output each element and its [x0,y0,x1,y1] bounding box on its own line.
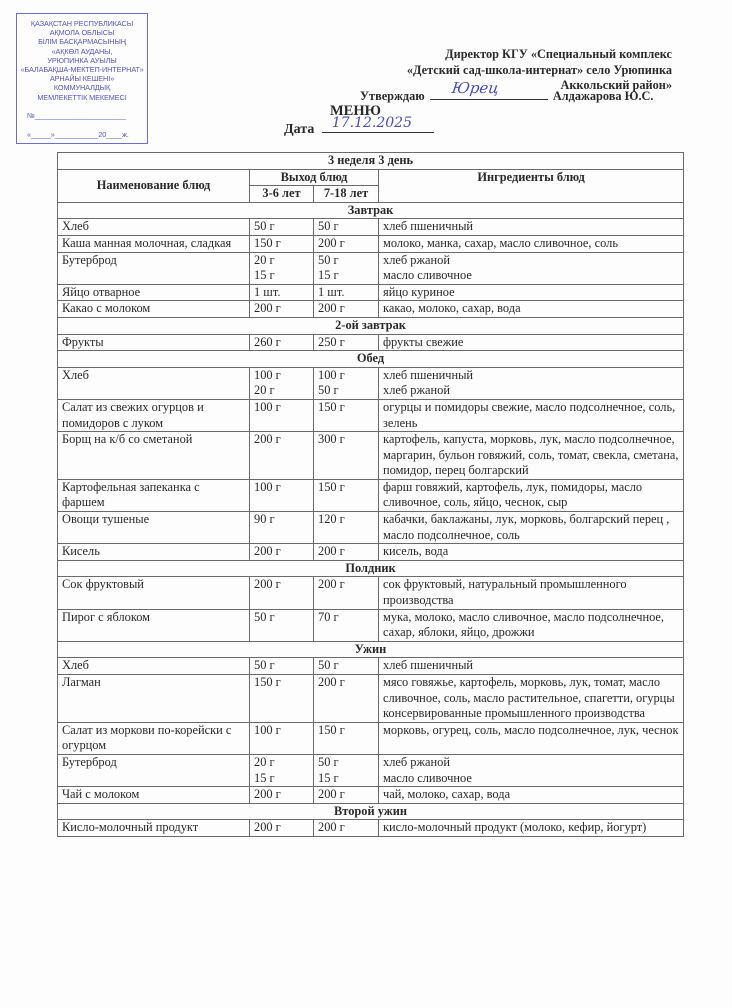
dish-name: Хлеб [58,219,250,236]
stamp-line: АҚМОЛА ОБЛЫСЫ [49,28,115,38]
table-row [58,334,684,351]
table-row [58,722,684,754]
yield-3-6 [250,432,314,480]
ingredients-line: кисло-молочный продукт (молоко, кефир, йогурт) [383,820,647,835]
table-row [58,367,684,399]
yield-7-18-line: 100 г [318,367,345,382]
yield-7-18 [314,235,379,252]
yield-7-18-line: 200 г [318,301,345,316]
yield-7-18-line: 200 г [318,544,345,559]
yield-3-6 [250,301,314,318]
yield-7-18-line: 50 г [318,219,339,234]
dish-name: Какао с молоком [58,301,250,318]
yield-3-6 [250,820,314,837]
yield-7-18 [314,301,379,318]
dish-name: Хлеб [58,367,250,399]
section-row [58,803,684,820]
yield-3-6-line: 100 г [254,399,281,414]
ingredients [379,544,684,561]
yield-7-18 [314,399,379,431]
yield-3-6 [250,577,314,609]
yield-3-6-line: 200 г [254,820,281,835]
ingredients [379,367,684,399]
header-dish: Наименование блюд [58,169,250,202]
yield-7-18 [314,609,379,641]
yield-7-18 [314,787,379,804]
ingredients-line: фрукты свежие [383,334,464,349]
approval-line-1: Директор КГУ «Специальный комплекс [445,47,672,61]
section-title: Ужин [58,641,684,658]
ingredients [379,722,684,754]
yield-3-6-line: 150 г [254,235,281,250]
ingredients [379,577,684,609]
ingredients [379,820,684,837]
yield-3-6 [250,675,314,723]
ingredients [379,301,684,318]
ingredients [379,235,684,252]
yield-3-6-line: 200 г [254,432,281,447]
dish-name: Салат из моркови по-корейски с огурцом [58,722,250,754]
ingredients [379,675,684,723]
table-row [58,479,684,511]
date-field [322,115,434,133]
stamp-number-line: №_______________________ [27,110,126,120]
signer-name: Алдажарова Ю.С. [552,89,654,103]
yield-3-6-line: 260 г [254,334,281,349]
ingredients [379,334,684,351]
stamp-line: УРЮПИНКА АУЫЛЫ [47,55,117,65]
yield-7-18 [314,219,379,236]
yield-7-18-line: 1 шт. [318,284,345,299]
yield-7-18-line: 250 г [318,334,345,349]
yield-7-18-line: 200 г [318,787,345,802]
ingredients-line: кисель, вода [383,544,449,559]
yield-3-6 [250,284,314,301]
yield-7-18-line: 200 г [318,235,345,250]
stamp-line: «БАЛАБАҚША-МЕКТЕП-ИНТЕРНАТ» [20,65,144,75]
yield-3-6 [250,479,314,511]
yield-3-6-line: 50 г [254,658,275,673]
dish-name: Овощи тушеные [58,512,250,544]
handwritten-signature: Юрец [450,79,500,97]
table-row [58,284,684,301]
yield-7-18-line: 50 г [318,754,339,769]
yield-3-6 [250,754,314,786]
yield-7-18 [314,658,379,675]
yield-3-6 [250,252,314,284]
yield-3-6-line: 200 г [254,301,281,316]
yield-3-6-line: 50 г [254,609,275,624]
section-title: Полдник [58,560,684,577]
yield-7-18 [314,577,379,609]
ingredients [379,399,684,431]
stamp-line: «АҚКӨЛ АУДАНЫ, [51,46,113,56]
yield-7-18-line: 120 г [318,512,345,527]
ingredients-line: хлеб ржаной [383,754,450,769]
yield-3-6 [250,544,314,561]
ingredients [379,609,684,641]
dish-name: Лагман [58,675,250,723]
stamp-line: МЕМЛЕКЕТТІК МЕКЕМЕСІ [37,92,127,102]
ingredients-line: фарш говяжий, картофель, лук, помидоры, масло сливочное, соль, яйцо, чеснок, сыр [383,479,643,510]
approve-label: Утверждаю [360,89,425,103]
yield-3-6 [250,609,314,641]
table-row [58,609,684,641]
ingredients [379,432,684,480]
yield-7-18 [314,432,379,480]
ingredients-line: хлеб ржаной [383,252,450,267]
yield-7-18-line: 50 г [318,658,339,673]
yield-7-18-line: 200 г [318,675,345,689]
table-row [58,820,684,837]
yield-7-18-line: 15 г [318,268,339,283]
section-title: Обед [58,351,684,368]
dish-name: Сок фруктовый [58,577,250,609]
yield-7-18 [314,252,379,284]
approval-line-3: Аккольский район» [560,78,672,92]
ingredients-line: мука, молоко, масло сливочное, масло подсолнечное, сахар, яблоки, яйцо, дрожжи [383,609,665,640]
table-row [58,399,684,431]
table-row [58,544,684,561]
dish-name: Яйцо отварное [58,284,250,301]
yield-7-18 [314,754,379,786]
yield-3-6-line: 20 г [254,252,275,267]
section-title: Завтрак [58,202,684,219]
header-yield: Выход блюд [250,169,379,186]
ingredients-line: кабачки, баклажаны, лук, морковь, болгарский перец , масло подсолнечное, соль [383,512,670,542]
stamp-line: БІЛІМ БАСҚАРМАСЫНЫҢ [38,37,126,47]
ingredients-line: молоко, манка, сахар, масло сливочное, соль [383,235,618,250]
table-row [58,301,684,318]
ingredients [379,479,684,511]
yield-7-18 [314,820,379,837]
yield-7-18-line: 150 г [318,722,345,737]
table-row [58,235,684,252]
ingredients-line: хлеб пшеничный [383,219,474,234]
ingredients [379,252,684,284]
date-label: Дата [284,122,315,137]
page-title: МЕНЮ [330,103,381,119]
ingredients-line: масло сливочное [383,770,472,785]
yield-3-6-line: 200 г [254,787,281,802]
dish-name: Борщ на к/б со сметаной [58,432,250,480]
stamp-line: ҚАЗАҚСТАН РЕСПУБЛИКАСЫ [30,19,134,28]
yield-3-6 [250,399,314,431]
yield-7-18 [314,334,379,351]
yield-7-18-line: 50 г [318,252,339,267]
table-title: 3 неделя 3 день [58,153,684,170]
section-row [58,202,684,219]
stamp-date-line: «_____»___________20____ж. [27,130,129,140]
section-row [58,351,684,368]
date-row [284,115,434,138]
yield-7-18-line: 50 г [318,383,339,398]
yield-3-6 [250,658,314,675]
yield-3-6-line: 100 г [254,722,281,737]
handwritten-date: 17.12.2025 [331,115,412,131]
yield-3-6 [250,367,314,399]
ingredients-line: огурцы и помидоры свежие, масло подсолнечное, соль, зелень [383,399,676,430]
ingredients-line: какао, молоко, сахар, вода [383,301,521,316]
stamp-line: АРНАЙЫ КЕШЕНІ» [49,74,115,84]
yield-7-18 [314,722,379,754]
dish-name: Чай с молоком [58,787,250,804]
yield-3-6-line: 200 г [254,577,281,592]
ingredients-line: картофель, капуста, морковь, лук, масло подсолнечное, маргарин, бульон говяжий, соль, томат, свекла, сметана, помидор, перец болгарский [383,432,679,478]
ingredients-line: хлеб пшеничный [383,367,474,382]
dish-name: Фрукты [58,334,250,351]
dish-name: Бутерброд [58,754,250,786]
section-title: 2-ой завтрак [58,317,684,334]
yield-3-6-line: 200 г [254,544,281,559]
yield-3-6-line: 100 г [254,367,281,382]
ingredients-line: масло сливочное [383,268,472,283]
yield-7-18-line: 200 г [318,820,345,835]
yield-3-6-line: 15 г [254,770,275,785]
yield-3-6-line: 20 г [254,383,275,398]
dish-name: Бутерброд [58,252,250,284]
official-stamp [16,13,148,144]
dish-name: Кисло-молочный продукт [58,820,250,837]
yield-7-18 [314,284,379,301]
yield-3-6-line: 100 г [254,479,281,494]
table-row [58,577,684,609]
dish-name: Каша манная молочная, сладкая [58,235,250,252]
section-row [58,641,684,658]
ingredients [379,658,684,675]
yield-7-18-line: 15 г [318,770,339,785]
yield-3-6 [250,787,314,804]
yield-3-6 [250,512,314,544]
ingredients [379,512,684,544]
yield-3-6-line: 150 г [254,675,281,689]
ingredients [379,787,684,804]
menu-body [58,202,684,836]
dish-name: Кисель [58,544,250,561]
yield-7-18 [314,479,379,511]
yield-7-18 [314,544,379,561]
yield-3-6-line: 20 г [254,754,275,769]
header-age-3-6: 3-6 лет [250,186,314,203]
table-row [58,219,684,236]
ingredients [379,754,684,786]
yield-7-18-line: 150 г [318,399,345,414]
header-age-7-18: 7-18 лет [314,186,379,203]
dish-name: Салат из свежих огурцов и помидоров с луком [58,399,250,431]
section-row [58,560,684,577]
approval-line-2: «Детский сад-школа-интернат» село Урюпинка [406,62,672,77]
yield-7-18-line: 300 г [318,432,345,447]
table-row [58,787,684,804]
table-row [58,658,684,675]
section-title: Второй ужин [58,803,684,820]
ingredients-line: яйцо куриное [383,284,455,299]
stamp-line: КОММУНАЛДЫҚ [53,83,111,93]
yield-3-6-line: 1 шт. [254,284,281,299]
yield-7-18 [314,512,379,544]
yield-3-6-line: 50 г [254,219,275,234]
table-row [58,512,684,544]
section-row [58,317,684,334]
ingredients-line: сок фруктовый, натуральный промышленного производства [383,577,627,608]
yield-3-6 [250,235,314,252]
yield-3-6 [250,219,314,236]
header-ingredients: Ингредиенты блюд [379,169,684,202]
ingredients-line: хлеб пшеничный [383,658,474,673]
table-row [58,675,684,723]
ingredients-line: морковь, огурец, соль, масло подсолнечное, лук, чеснок [383,722,679,737]
yield-7-18-line: 70 г [318,609,339,624]
yield-7-18 [314,675,379,723]
yield-3-6-line: 90 г [254,512,275,527]
dish-name: Картофельная запеканка с фаршем [58,479,250,511]
menu-table [57,152,684,837]
yield-7-18 [314,367,379,399]
yield-7-18-line: 150 г [318,479,345,494]
table-row [58,432,684,480]
ingredients-line: хлеб ржаной [383,383,450,398]
ingredients [379,284,684,301]
dish-name: Хлеб [58,658,250,675]
yield-3-6 [250,722,314,754]
dish-name: Пирог с яблоком [58,609,250,641]
signature-line [430,79,548,100]
ingredients [379,219,684,236]
table-row [58,754,684,786]
yield-3-6-line: 15 г [254,268,275,283]
yield-7-18-line: 200 г [318,577,345,592]
ingredients-line: мясо говяжье, картофель, морковь, лук, томат, масло сливочное, соль, масло растительное, спагетти, огурцы консервированные промышленного производства [383,675,675,721]
table-row [58,252,684,284]
yield-3-6 [250,334,314,351]
ingredients-line: чай, молоко, сахар, вода [383,787,511,802]
